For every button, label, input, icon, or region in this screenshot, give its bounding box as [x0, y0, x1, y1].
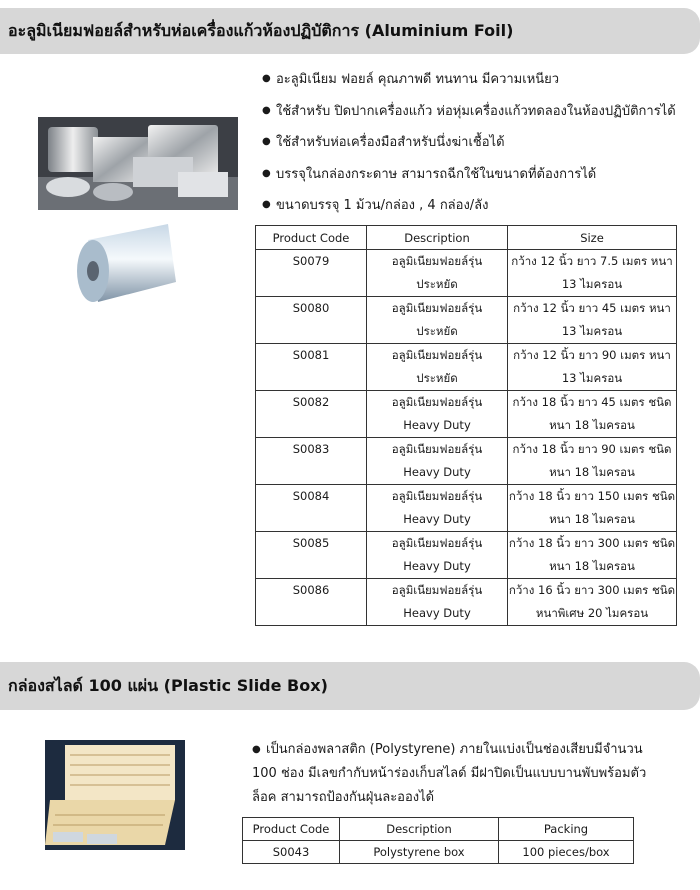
paragraph-line: 100 ช่อง มีเลขกำกับหน้าร่องเก็บสไลด์ มีฝาปิดเป็นแบบบานพับพร้อมตัว: [252, 766, 647, 781]
product-code: S0081: [256, 344, 367, 391]
description: อลูมิเนียมฟอยล์รุ่น Heavy Duty: [367, 438, 508, 485]
size: กว้าง 18 นิ้ว ยาว 300 เมตร ชนิด หนา 18 ไมครอน: [508, 532, 677, 579]
foil-product-table: [255, 225, 677, 626]
description: อลูมิเนียมฟอยล์รุ่น ประหยัด: [367, 297, 508, 344]
list-item: ● ใช้สำหรับห่อเครื่องมือสำหรับนึ่งฆ่าเชื้อได้: [262, 135, 676, 167]
column-header: Packing: [499, 818, 634, 841]
table-row: [243, 841, 634, 864]
size: กว้าง 12 นิ้ว ยาว 7.5 เมตร หนา 13 ไมครอน: [508, 250, 677, 297]
column-header: Product Code: [243, 818, 340, 841]
paragraph-line: ล็อค สามารถป้องกันฝุ่นละอองได้: [252, 790, 435, 805]
section-title: อะลูมิเนียมฟอยล์สำหรับห่อเครื่องแก้วห้องปฏิบัติการ (Aluminium Foil): [8, 20, 514, 40]
product-code: S0085: [256, 532, 367, 579]
column-header: Description: [340, 818, 499, 841]
product-code: S0086: [256, 579, 367, 626]
table-row: [256, 579, 677, 626]
description: อลูมิเนียมฟอยล์รุ่น Heavy Duty: [367, 579, 508, 626]
list-item: ● ขนาดบรรจุ 1 ม้วน/กล่อง , 4 กล่อง/ลัง: [262, 198, 676, 230]
slide-box-description: [252, 738, 672, 810]
column-header: Size: [508, 226, 677, 250]
section-title: กล่องสไลด์ 100 แผ่น (Plastic Slide Box): [8, 675, 328, 695]
section-header-slide-box: [0, 662, 700, 710]
size: กว้าง 18 นิ้ว ยาว 90 เมตร ชนิด หนา 18 ไมครอน: [508, 438, 677, 485]
size: กว้าง 18 นิ้ว ยาว 45 เมตร ชนิด หนา 18 ไมครอน: [508, 391, 677, 438]
description: อลูมิเนียมฟอยล์รุ่น Heavy Duty: [367, 391, 508, 438]
size: กว้าง 18 นิ้ว ยาว 150 เมตร ชนิด หนา 18 ไมครอน: [508, 485, 677, 532]
description: อลูมิเนียมฟอยล์รุ่น Heavy Duty: [367, 485, 508, 532]
size: กว้าง 12 นิ้ว ยาว 90 เมตร หนา 13 ไมครอน: [508, 344, 677, 391]
description: Polystyrene box: [340, 841, 499, 864]
description: อลูมิเนียมฟอยล์รุ่น ประหยัด: [367, 250, 508, 297]
list-item: [252, 738, 672, 762]
product-code: S0082: [256, 391, 367, 438]
slide-box-image: [45, 740, 185, 850]
paragraph-line: เป็นกล่องพลาสติก (Polystyrene) ภายในแบ่งเป็นช่องเสียบมีจำนวน: [266, 742, 643, 757]
table-row: [256, 297, 677, 344]
product-code: S0084: [256, 485, 367, 532]
product-code: S0079: [256, 250, 367, 297]
foil-products-image: [38, 117, 238, 210]
packing: 100 pieces/box: [499, 841, 634, 864]
table-row: [256, 344, 677, 391]
foil-feature-list: [262, 72, 676, 230]
slide-box-table: [242, 817, 634, 864]
column-header: Description: [367, 226, 508, 250]
description: อลูมิเนียมฟอยล์รุ่น ประหยัด: [367, 344, 508, 391]
section-header-aluminium-foil: [0, 8, 700, 54]
table-row: [256, 485, 677, 532]
table-row: [256, 532, 677, 579]
table-row: [256, 391, 677, 438]
bullet-icon: ●: [252, 744, 261, 755]
list-item: ● บรรจุในกล่องกระดาษ สามารถฉีกใช้ในขนาดที่ต้องการได้: [262, 167, 676, 199]
product-code: S0043: [243, 841, 340, 864]
size: กว้าง 12 นิ้ว ยาว 45 เมตร หนา 13 ไมครอน: [508, 297, 677, 344]
list-item: ● ใช้สำหรับ ปิดปากเครื่องแก้ว ห่อหุ่มเครื่องแก้วทดลองในห้องปฏิบัติการได้: [262, 104, 676, 136]
table-header-row: [243, 818, 634, 841]
product-code: S0083: [256, 438, 367, 485]
product-code: S0080: [256, 297, 367, 344]
table-row: [256, 438, 677, 485]
size: กว้าง 16 นิ้ว ยาว 300 เมตร ชนิด หนาพิเศษ 20 ไมครอน: [508, 579, 677, 626]
table-header-row: [256, 226, 677, 250]
list-item: ● อะลูมิเนียม ฟอยล์ คุณภาพดี ทนทาน มีความเหนียว: [262, 72, 676, 104]
foil-roll-image: [68, 222, 176, 304]
description: อลูมิเนียมฟอยล์รุ่น Heavy Duty: [367, 532, 508, 579]
table-row: [256, 250, 677, 297]
column-header: Product Code: [256, 226, 367, 250]
